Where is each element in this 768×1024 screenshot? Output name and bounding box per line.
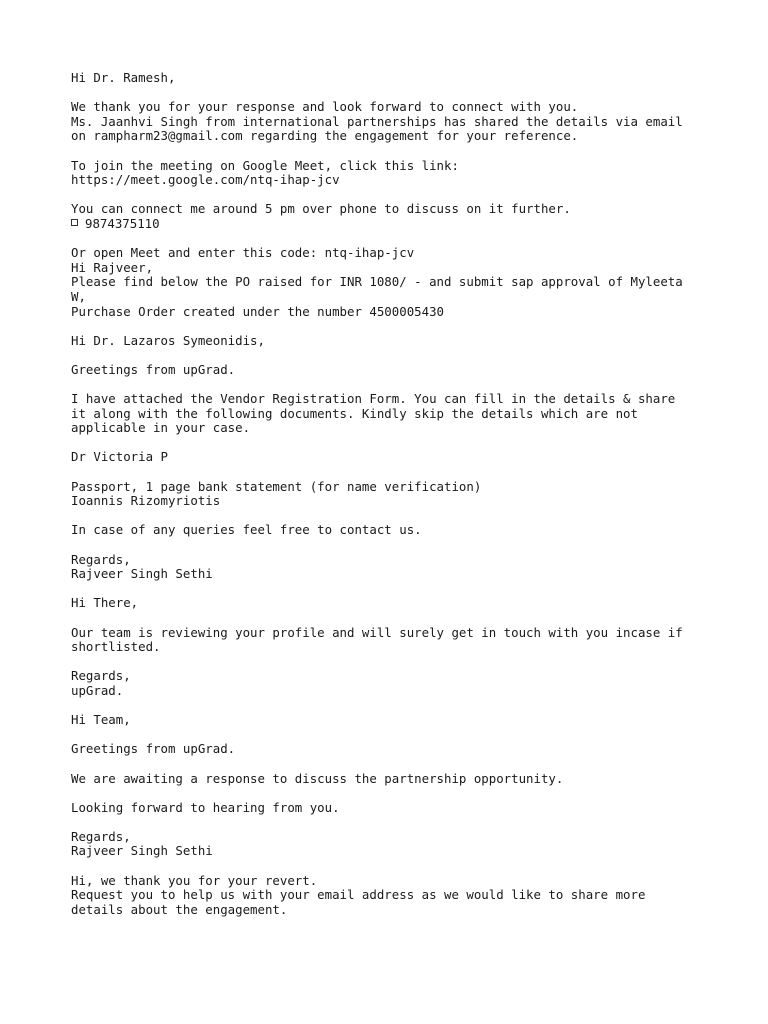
text-line: Ms. Jaanhvi Singh from international partnerships has shared the details via email (71, 113, 683, 129)
text-line: shortlisted. (71, 639, 161, 655)
phone-line (71, 217, 711, 232)
text-line: In case of any queries feel free to contact us. (71, 522, 422, 538)
text-line: W, (71, 288, 86, 304)
text-line: Our team is reviewing your profile and will surely get in touch with you incase if (71, 624, 683, 640)
text-line: Or open Meet and enter this code: ntq-ihap-jcv (71, 245, 415, 261)
text-line: Rajveer Singh Sethi (71, 843, 213, 859)
text-line: Greetings from upGrad. (71, 741, 236, 757)
greeting-dr-ramesh (71, 71, 711, 86)
phone-number[interactable]: 9874375110 (85, 215, 160, 231)
text-line: Regards, (71, 668, 131, 684)
po-paragraph (71, 246, 711, 319)
text-line: Looking forward to hearing from you. (71, 799, 340, 815)
greetings-upgrad-2 (71, 742, 711, 757)
text-line: Hi Dr. Lazaros Symeonidis, (71, 332, 265, 348)
greetings-upgrad (71, 363, 711, 378)
text-line: on rampharm23@gmail.com regarding the engagement for your reference. (71, 128, 579, 144)
text-line: We are awaiting a response to discuss the partnership opportunity. (71, 770, 564, 786)
text-line: Greetings from upGrad. (71, 361, 236, 377)
text-line: Regards, (71, 551, 131, 567)
documents-paragraph (71, 480, 711, 509)
text-line: Please find below the PO raised for INR 1080/ - and submit sap approval of Myleeta (71, 274, 683, 290)
greeting-dr-lazaros (71, 334, 711, 349)
text-line: Passport, 1 page bank statement (for name verification) (71, 478, 482, 494)
signature-rajveer-2 (71, 830, 711, 859)
response-paragraph (71, 100, 711, 144)
text-line: I have attached the Vendor Registration Form. You can fill in the details & share (71, 391, 676, 407)
text-line: upGrad. (71, 682, 124, 698)
text-line: We thank you for your response and look forward to connect with you. (71, 99, 579, 115)
text-line: applicable in your case. (71, 420, 251, 436)
email-document (71, 71, 711, 917)
text-line: Regards, (71, 828, 131, 844)
text-line: To join the meeting on Google Meet, click this link: (71, 157, 459, 173)
name-line (71, 450, 711, 465)
text-line: You can connect me around 5 pm over phone to discuss on it further. (71, 201, 571, 217)
text-line: Hi Dr. Ramesh, (71, 70, 176, 85)
vendor-form-paragraph (71, 392, 711, 436)
greeting-there (71, 596, 711, 611)
greeting-team (71, 713, 711, 728)
text-line: Hi, we thank you for your revert. (71, 872, 318, 888)
text-line: Ioannis Rizomyriotis (71, 493, 221, 509)
text-line: Purchase Order created under the number 4500005430 (71, 303, 444, 319)
signature-upgrad (71, 669, 711, 698)
text-line: Rajveer Singh Sethi (71, 566, 213, 582)
revert-paragraph (71, 874, 711, 918)
meet-link[interactable]: https://meet.google.com/ntq-ihap-jcv (71, 172, 340, 188)
text-line: Dr Victoria P (71, 449, 168, 465)
signature-rajveer (71, 553, 711, 582)
looking-forward-paragraph (71, 801, 711, 816)
text-line: Hi Team, (71, 712, 131, 728)
phone-paragraph (71, 202, 711, 231)
phone-icon (71, 219, 78, 226)
queries-paragraph (71, 523, 711, 538)
text-line: details about the engagement. (71, 901, 288, 917)
awaiting-paragraph (71, 772, 711, 787)
review-paragraph (71, 626, 711, 655)
text-line: it along with the following documents. Kindly skip the details which are not (71, 405, 638, 421)
text-line: Hi Rajveer, (71, 259, 154, 275)
text-line: Request you to help us with your email address as we would like to share more (71, 887, 646, 903)
meet-link-paragraph (71, 159, 711, 188)
text-line: Hi There, (71, 595, 139, 611)
